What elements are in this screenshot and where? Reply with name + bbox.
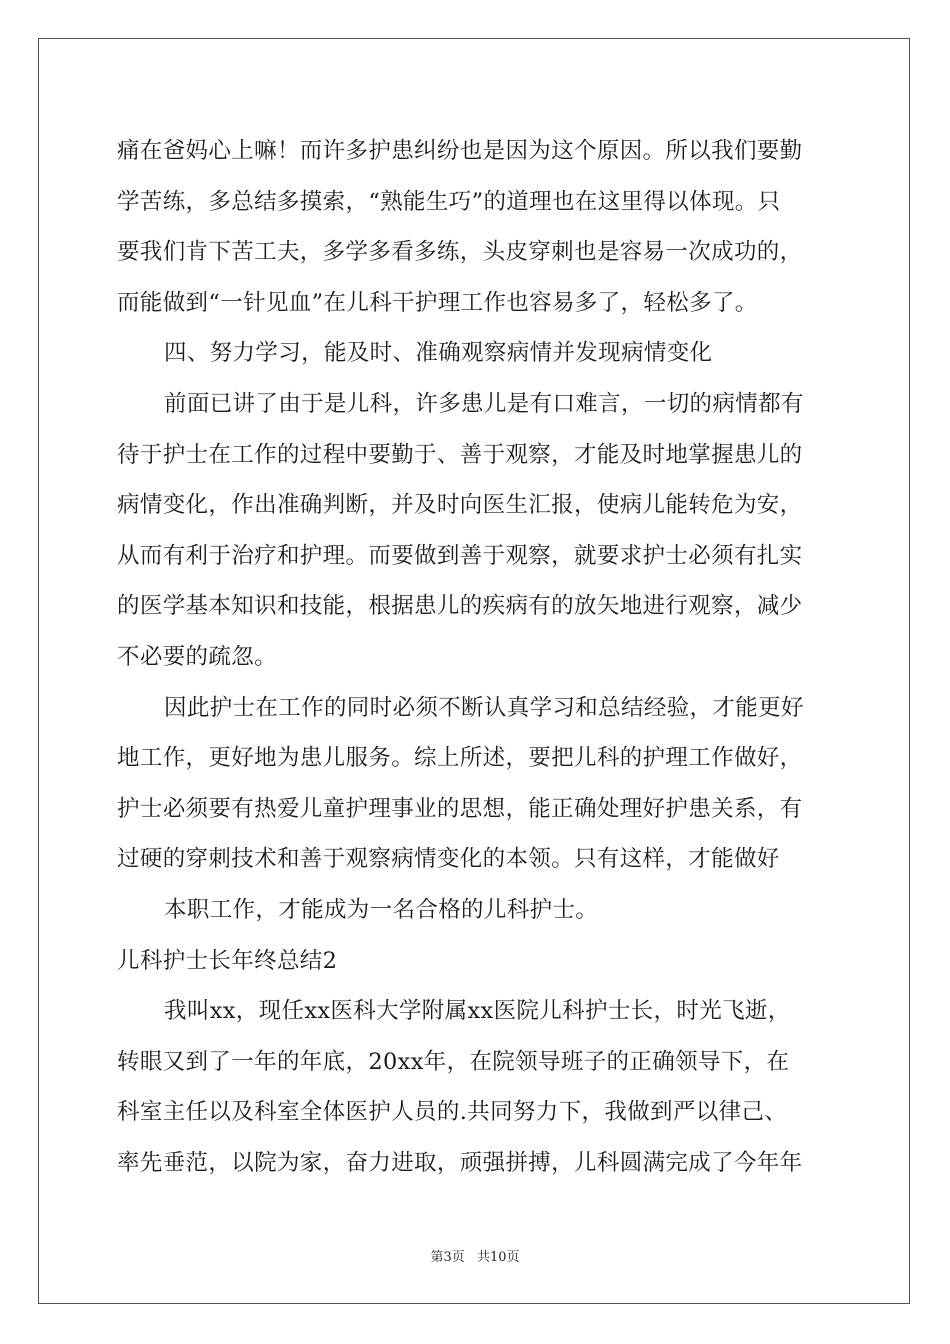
- body-line: 地工作，更好地为患儿服务。综上所述，要把儿科的护理工作做好，: [117, 745, 803, 772]
- body-line: 因此护士在工作的同时必须不断认真学习和总结经验，才能更好: [164, 694, 804, 721]
- body-line: 转眼又到了一年的年底，20xx年，在院领导班子的正确领导下，在: [117, 1048, 790, 1075]
- body-line: 病情变化，作出准确判断，并及时向医生汇报，使病儿能转危为安，: [117, 492, 803, 519]
- body-line: 待于护士在工作的过程中要勤于、善于观察，才能及时地掌握患儿的: [117, 441, 803, 468]
- current-page-number: 第3页: [430, 1250, 465, 1265]
- body-line: 要我们肯下苦工夫，多学多看多练，头皮穿刺也是容易一次成功的，: [117, 239, 803, 266]
- body-line: 不必要的疏忽。: [117, 643, 277, 670]
- document-body: [117, 126, 837, 1188]
- body-line: 护士必须要有热爱儿童护理事业的思想，能正确处理好护患关系，有: [117, 795, 803, 822]
- body-line: 率先垂范，以院为家，奋力进取，顽强拼搏，儿科圆满完成了今年年: [117, 1149, 803, 1176]
- body-line: 的医学基本知识和技能，根据患儿的疾病有的放矢地进行观察，减少: [117, 593, 803, 620]
- body-line: 本职工作，才能成为一名合格的儿科护士。: [164, 896, 599, 923]
- body-line: 前面已讲了由于是儿科，许多患儿是有口难言，一切的病情都有: [164, 390, 804, 417]
- total-pages: 共10页: [476, 1250, 520, 1265]
- document-title: 儿科护士长年终总结2: [117, 947, 338, 974]
- section-heading: 四、努力学习，能及时、准确观察病情并发现病情变化: [164, 340, 713, 367]
- body-line: 科室主任以及科室全体医护人员的.共同努力下，我做到严以律己、: [117, 1099, 788, 1126]
- body-line: 从而有利于治疗和护理。而要做到善于观察，就要求护士必须有扎实: [117, 542, 803, 569]
- body-line: 过硬的穿刺技术和善于观察病情变化的本领。只有这样，才能做好: [117, 846, 780, 873]
- body-line: 我叫xx，现任xx医科大学附属xx医院儿科护士长，时光飞逝，: [164, 998, 791, 1025]
- body-line: 而能做到“一针见血”在儿科干护理工作也容易多了，轻松多了。: [117, 289, 758, 316]
- body-line: 学苦练，多总结多摸索，“熟能生巧”的道理也在这里得以体现。只: [117, 188, 781, 215]
- body-line: 痛在爸妈心上嘛！而许多护患纠纷也是因为这个原因。所以我们要勤: [117, 138, 803, 164]
- page-footer: [0, 1246, 950, 1265]
